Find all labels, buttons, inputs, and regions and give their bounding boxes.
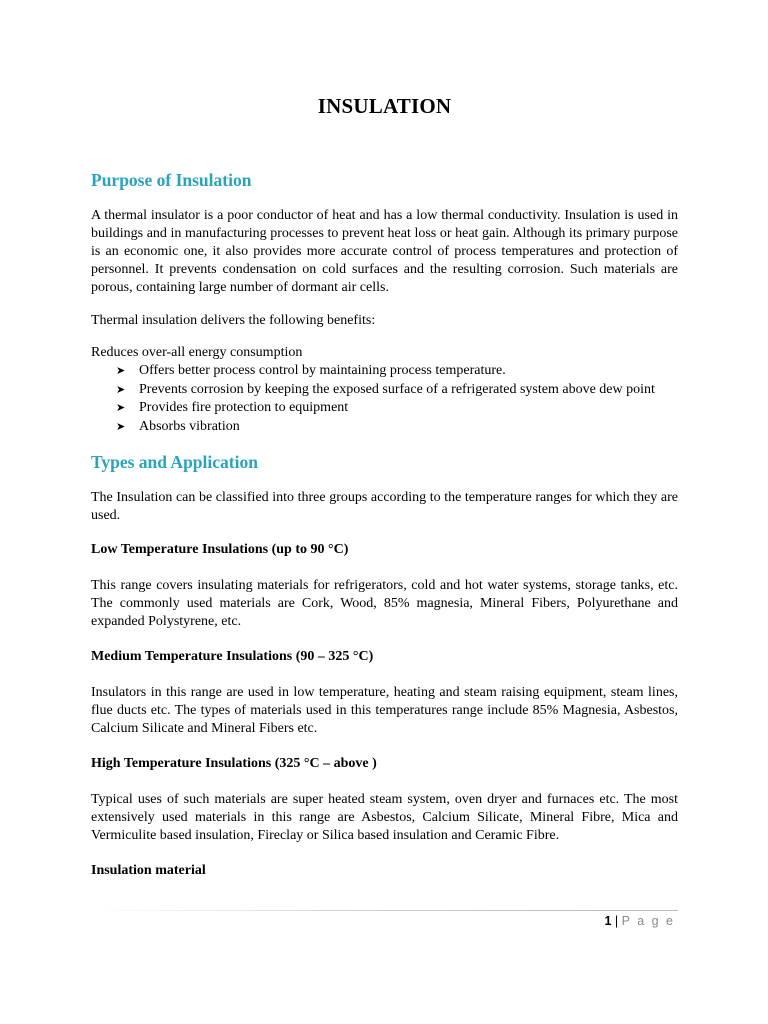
section-heading-types: Types and Application: [91, 452, 258, 472]
arrowhead-bullet-icon: ➤: [116, 419, 126, 433]
page-footer: [604, 912, 675, 930]
list-item: [91, 381, 678, 400]
paragraph-types-intro: The Insulation can be classified into three groups according to the temperature ranges for which they are used.: [91, 490, 678, 523]
arrowhead-bullet-icon: ➤: [116, 401, 126, 414]
paragraph-low-temperature: This range covers insulating materials for refrigerators, cold and hot water systems, storage tanks, etc. The commonly used materials are Cork, Wood, 85% magnesia, Mineral Fibers, Polyurethane and expanded Polystyrene, etc.: [91, 578, 678, 629]
subheading-insulation-material: Insulation material: [91, 863, 206, 878]
subheading-low-temperature: Low Temperature Insulations (up to 90 °C): [91, 542, 349, 557]
arrowhead-bullet-icon: ➤: [116, 382, 126, 396]
list-item: [91, 399, 678, 418]
list-item: [91, 362, 678, 381]
footer-separator: |: [614, 914, 619, 928]
arrowhead-bullet-icon: ➤: [116, 364, 126, 377]
paragraph-high-temperature: Typical uses of such materials are super heated steam system, oven dryer and furnaces etc. The most extensively used materials in this range are Asbestos, Calcium Silicate, Mineral Fibre, Mica and Vermiculite based insulation, Fireclay or Silica based insulation and Ceramic Fibre.: [91, 792, 678, 843]
document-title: INSULATION: [317, 94, 452, 118]
section-heading-purpose: Purpose of Insulation: [91, 170, 252, 190]
paragraph-benefits-intro: Thermal insulation delivers the following benefits:: [91, 313, 376, 328]
list-item-text: Provides fire protection to equipment: [139, 400, 349, 415]
paragraph-purpose: A thermal insulator is a poor conductor of heat and has a low thermal conductivity. Insulation is used in buildings and in manufacturing processes to prevent heat loss or heat gain. Although its primary purpose is an economic one, it also provides more accurate control of process temperatures and protection of personnel. It prevents condensation on cold surfaces and the resulting corrosion. Such materials are porous, containing large number of dormant air cells.: [91, 208, 678, 295]
list-intro: Reduces over-all energy consumption: [91, 345, 303, 360]
subheading-high-temperature: High Temperature Insulations (325 °C – above ): [91, 756, 377, 771]
paragraph-medium-temperature: Insulators in this range are used in low temperature, heating and steam raising equipment, steam lines, flue ducts etc. The types of materials used in this temperatures range include 85% Magnesia, Asbestos, Calcium Silicate and Mineral Fibers etc.: [91, 685, 678, 736]
page-label: P a g e: [621, 914, 675, 928]
list-item-text: Absorbs vibration: [139, 418, 240, 434]
page-number: 1: [604, 914, 612, 928]
subheading-medium-temperature: Medium Temperature Insulations (90 – 325 °C): [91, 649, 374, 664]
page-content: [91, 88, 678, 880]
list-item-text: Offers better process control by maintaining process temperature.: [139, 363, 506, 378]
list-item: [91, 418, 678, 437]
benefits-list: [91, 362, 678, 436]
list-item-text: Prevents corrosion by keeping the exposed surface of a refrigerated system above dew point: [139, 381, 655, 397]
footer-divider: [91, 910, 678, 911]
